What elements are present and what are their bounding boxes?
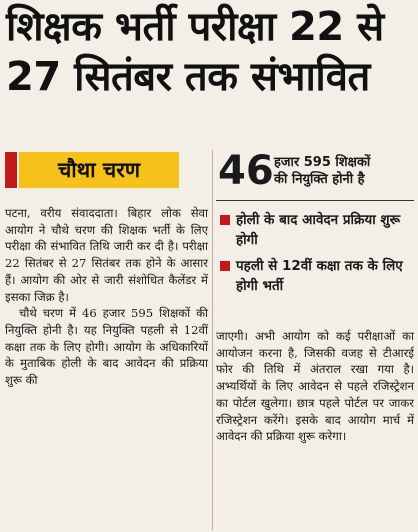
bullet-item (216, 256, 414, 296)
right-article-body (216, 328, 414, 445)
stat-text (274, 154, 370, 188)
left-column (5, 150, 208, 388)
left-paragraph-2: चौथे चरण में 46 हजार 595 शिक्षकों की नियुक्ति होनी है। यह नियुक्ति पहली से 12वीं कक्षा तक के लिए होगी। आयोग के अधिकारियों के मुताबिक होली के बाद आवेदन की प्रक्रिया शुरू की (5, 306, 208, 388)
red-square-bullet-icon (220, 261, 230, 271)
column-divider (212, 150, 213, 530)
bullet-item (216, 210, 414, 250)
headline-line-1: शिक्षक भर्ती परीक्षा 22 से (6, 4, 384, 50)
headline (6, 4, 416, 100)
bullet-list (216, 210, 414, 302)
badge-red-bar (5, 152, 17, 188)
bullet-text: होली के बाद आवेदन प्रक्रिया शुरू होगी (236, 212, 401, 248)
right-paragraph: जाएगी। अभी आयोग को कई परीक्षाओं का आयोजन करना है, जिसकी वजह से टीआरई फोर की तिथि में अंतराल रखा गया है। अभ्यर्थियों के लिए आवेदन से पहले रजिस्ट्रेशन का पोर्टल खुलेगा। छात्र पहले पोर्टल पर जाकर रजिस्ट्रेशन करेंगे। इसके बाद आयोग मार्च में आवेदन की प्रक्रिया शुरू करेगा। (216, 329, 414, 444)
headline-line-2: 27 सितंबर तक संभावित (6, 54, 370, 100)
left-paragraph-1: पटना, वरीय संवाददाता। बिहार लोक सेवा आयोग ने चौथे चरण की शिक्षक भर्ती के लिए परीक्षा की संभावित तिथि जारी कर दी है। परीक्षा 22 सितंबर से 27 सितंबर तक होने के आसार हैं। आयोग की ओर से जारी संशोधित कैलेंडर में इसका जिक्र है। (5, 206, 208, 304)
left-article-body (5, 205, 208, 389)
badge-label: चौथा चरण (19, 152, 179, 188)
red-square-bullet-icon (220, 215, 230, 225)
stat-text-line-1: हजार 595 शिक्षकों (274, 155, 371, 170)
section-badge (5, 150, 208, 192)
stat-text-line-2: की नियुक्ति होनी है (274, 172, 365, 187)
right-column (216, 148, 414, 444)
stat-number: 46 (218, 148, 274, 194)
bullet-text: पहली से 12वीं कक्षा तक के लिए होगी भर्ती (236, 258, 403, 294)
stat-box (216, 150, 414, 201)
